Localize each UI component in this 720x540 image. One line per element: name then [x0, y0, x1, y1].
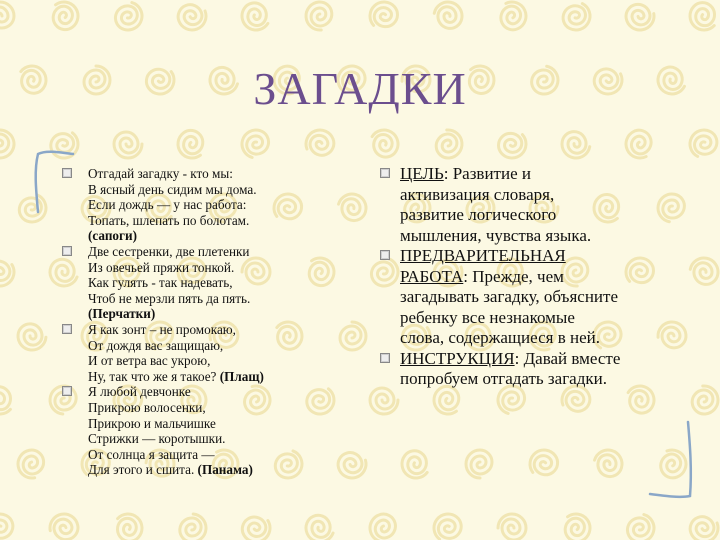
riddle-line: Из овечьей пряжи тонкой. — [88, 259, 235, 275]
goal-text: Прежде, чем — [468, 266, 564, 286]
riddle-item — [60, 384, 360, 478]
riddle-line: В ясный день сидим мы дома. — [88, 181, 257, 197]
slide-title: ЗАГАДКИ — [253, 63, 467, 114]
riddle-line: От солнца я защита — — [88, 446, 215, 462]
square-bullet-icon — [62, 246, 73, 257]
goal-text: попробуем отгадать загадки. — [400, 369, 607, 388]
riddle-line-with-answer — [88, 462, 360, 478]
goal-text: активизация словаря, — [400, 184, 555, 204]
goal-text: Давай вместе — [519, 348, 621, 368]
goal-label: ЦЕЛЬ — [400, 164, 444, 183]
riddle-line: От дождя вас защищаю, — [88, 337, 224, 353]
goal-first-line — [400, 267, 670, 288]
goal-first-line — [400, 349, 670, 370]
goal-label: ПРЕДВАРИТЕЛЬНАЯ — [400, 246, 566, 265]
riddle-line: И от ветра вас укрою, — [88, 353, 211, 369]
riddle-item — [60, 244, 360, 322]
riddle-line-with-answer — [88, 369, 360, 385]
square-bullet-icon — [62, 168, 73, 179]
goal-label: ИНСТРУКЦИЯ — [400, 348, 515, 368]
riddle-line: Две сестренки, две плетенки — [88, 243, 250, 259]
goal-item — [380, 349, 670, 390]
riddle-line: Я любой девчонке — [88, 384, 191, 400]
riddle-answer: (Плащ) — [219, 368, 264, 384]
square-bullet-icon — [380, 250, 391, 261]
goal-text: ребенку все незнакомые — [400, 307, 575, 327]
riddle-line: Стрижки — коротышки. — [88, 431, 226, 447]
goal-text: загадывать загадку, объясните — [400, 287, 618, 306]
riddle-line: Я как зонт – не промокаю, — [88, 321, 236, 337]
goal-label-suffix: : — [514, 348, 520, 368]
riddle-item — [60, 322, 360, 384]
riddle-answer: (Панама) — [197, 462, 253, 478]
riddle-item — [60, 166, 360, 244]
right-bracket-decoration — [640, 420, 700, 500]
riddle-line: Топать, шлепать по болотам. — [88, 212, 250, 228]
goal-first-line — [400, 164, 670, 185]
goal-item — [380, 164, 670, 246]
riddle-line: Чтоб не мерзли пять да пять. — [88, 290, 251, 306]
riddle-line: Отгадай загадку - кто мы: — [88, 166, 233, 181]
goal-text: развитие логического — [400, 205, 557, 224]
riddle-line: Если дождь — у нас работа: — [88, 197, 247, 213]
riddle-answer: (сапоги) — [88, 228, 137, 244]
goal-item — [380, 246, 670, 349]
goal-label-suffix: : — [463, 266, 469, 286]
riddle-line: Прикрою волосенки, — [88, 399, 206, 415]
riddle-answer: (Перчатки) — [88, 306, 156, 322]
square-bullet-icon — [380, 353, 391, 364]
riddle-line: Для этого и сшита. — [88, 462, 198, 478]
goal-text: мышления, чувства языка. — [400, 225, 592, 245]
riddle-line: Прикрою и мальчишке — [88, 415, 216, 431]
riddle-line: Ну, так что же я такое? — [88, 368, 220, 384]
riddles-column — [60, 166, 360, 478]
square-bullet-icon — [62, 324, 73, 335]
goal-text: Развитие и — [448, 164, 531, 183]
square-bullet-icon — [380, 168, 391, 179]
goals-column — [380, 164, 670, 390]
riddle-line: Как гулять - так надевать, — [88, 275, 233, 291]
goal-label: РАБОТА — [400, 266, 464, 286]
goal-text: слова, содержащиеся в ней. — [400, 328, 600, 347]
square-bullet-icon — [62, 386, 73, 397]
goal-label-suffix: : — [443, 164, 449, 183]
